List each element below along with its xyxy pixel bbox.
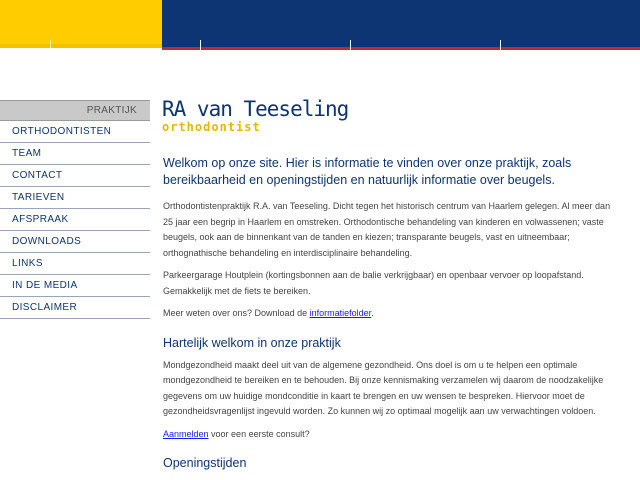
- sidebar-item-disclaimer[interactable]: DISCLAIMER: [0, 297, 150, 319]
- banner-yellow-block: [0, 0, 162, 48]
- sidebar-item-contact[interactable]: CONTACT: [0, 165, 150, 187]
- download-prefix: Meer weten over ons? Download de: [163, 308, 310, 318]
- sidebar-item-team[interactable]: TEAM: [0, 143, 150, 165]
- banner-red-stripe: [162, 47, 640, 50]
- informatiefolder-link[interactable]: informatiefolder: [309, 308, 372, 318]
- logo-title: RA van Teeseling: [162, 97, 349, 121]
- register-suffix: voor een eerste consult?: [208, 428, 310, 439]
- banner-tick: [200, 40, 201, 50]
- download-suffix: .: [371, 308, 374, 318]
- sidebar-nav: [0, 100, 150, 319]
- paragraph-register: [163, 427, 613, 443]
- sidebar-item-tarieven[interactable]: TARIEVEN: [0, 187, 150, 209]
- sidebar-item-afspraak[interactable]: AFSPRAAK: [0, 209, 150, 231]
- sidebar-item-downloads[interactable]: DOWNLOADS: [0, 231, 150, 253]
- paragraph-download: [163, 306, 613, 322]
- banner-tick: [350, 40, 351, 50]
- top-banner: [0, 0, 640, 50]
- banner-yellow-stripe: [0, 44, 162, 48]
- banner-tick: [500, 40, 501, 50]
- sidebar-item-in-de-media[interactable]: IN DE MEDIA: [0, 275, 150, 297]
- paragraph-practice: Orthodontistenpraktijk R.A. van Teeseling. Dicht tegen het historisch centrum van Haarlem gelegen. Al meer dan 25 jaar een begrip in Haarlem en omstreken. Orthodontische behandeling van kinderen en volwassenen; vaste beugels, ook aan de binnenkant van de tanden en kiezen; transparante beugels, vast en uitneembaar; orthognathische behandeling en interdisciplinaire behandeling.: [163, 201, 611, 258]
- banner-blue-block: [162, 0, 640, 50]
- main-content: [163, 155, 613, 478]
- sidebar-item-orthodontisten[interactable]: ORTHODONTISTEN: [0, 121, 150, 143]
- sidebar-item-links[interactable]: LINKS: [0, 253, 150, 275]
- intro-text: Welkom op onze site. Hier is informatie te vinden over onze praktijk, zoals bereikbaarheid en openingstijden en natuurlijk informatie over beugels.: [163, 156, 572, 187]
- logo-subtitle: orthodontist: [162, 120, 261, 134]
- heading-opening-hours: Openingstijden: [163, 456, 247, 470]
- heading-welcome: Hartelijk welkom in onze praktijk: [163, 335, 341, 350]
- paragraph-parking: Parkeergarage Houtplein (kortingsbonnen aan de balie verkrijgbaar) en openbaar vervoer op loopafstand. Gemakkelijk met de fiets te bereiken.: [163, 270, 584, 296]
- logo[interactable]: [162, 98, 362, 138]
- aanmelden-link[interactable]: Aanmelden: [163, 428, 209, 439]
- paragraph-health: Mondgezondheid maakt deel uit van de algemene gezondheid. Ons doel is om u te helpen een optimale mondgezondheid te bereiken en te behouden. Bij onze kennismaking verzamelen wij daarom de noodzakelijke gegevens om uw huidige mondconditie in kaart te brengen en uw wensen te bespreken. Hiervoor moet de gezondheidsvragenlijst ingevuld worden. Zo kunnen wij zo optimaal mogelijk aan uw verwachtingen voldoen.: [163, 359, 604, 416]
- sidebar-header: PRAKTIJK: [0, 100, 150, 121]
- banner-tick: [50, 40, 51, 48]
